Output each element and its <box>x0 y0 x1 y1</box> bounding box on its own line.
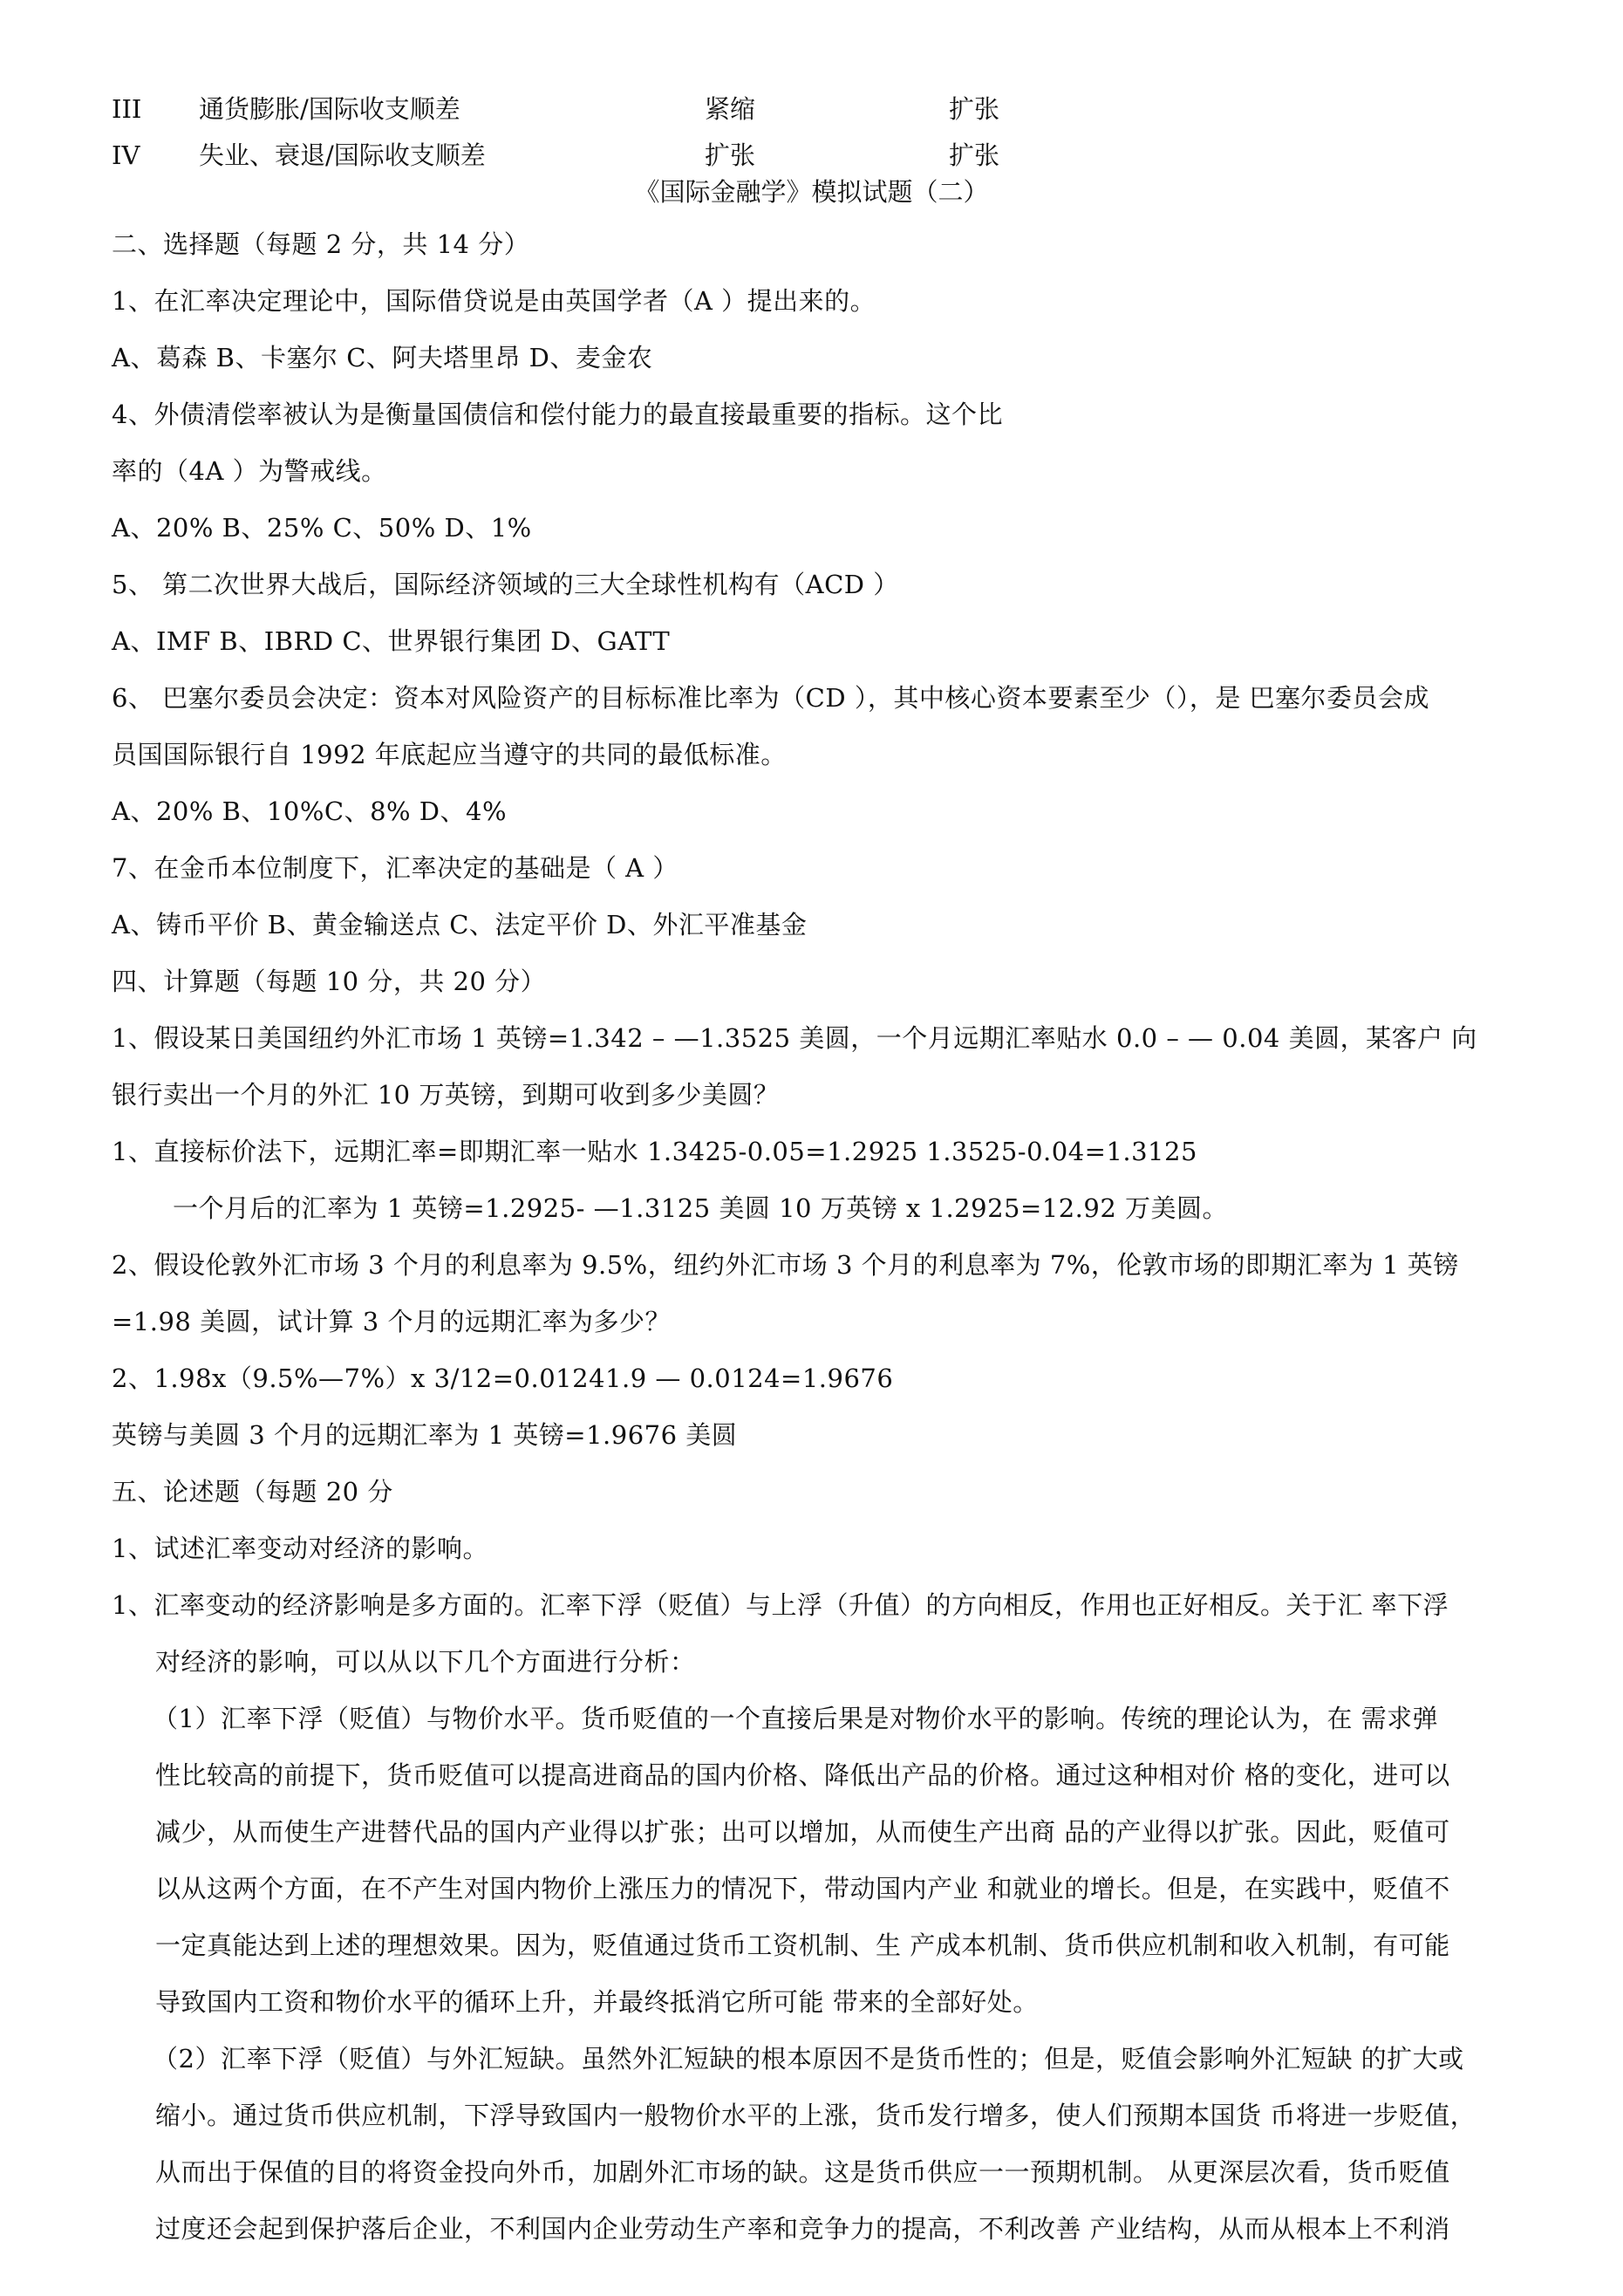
answer-text: 英镑与美圆 3 个月的远期汇率为 1 英镑=1.9676 美圆 <box>112 1420 738 1450</box>
answer-options: A、铸币平价 B、黄金输送点 C、法定平价 D、外汇平准基金 <box>112 910 808 940</box>
answer-paragraph: （1）汇率下浮（贬值）与物价水平。货币贬值的一个直接后果是对物价水平的影响。传统的理论认为，在 需求弹 <box>153 1704 1439 1733</box>
answer-paragraph: 对经济的影响，可以从以下几个方面进行分析： <box>155 1647 696 1677</box>
document-title: 《国际金融学》模拟试题（二） <box>634 177 989 207</box>
table-cell-situation: 失业、衰退/国际收支顺差 <box>199 140 486 170</box>
table-cell-code: IV <box>112 140 140 170</box>
table-cell-code: III <box>112 94 142 124</box>
section-heading: 四、计算题（每题 10 分，共 20 分） <box>112 967 547 996</box>
answer-paragraph: 减少，从而使生产进替代品的国内产业得以扩张；出可以增加，从而使生产出商 品的产业得以扩张。因此，贬值可 <box>155 1817 1450 1847</box>
question-text: 银行卖出一个月的外汇 10 万英镑，到期可收到多少美圆？ <box>112 1080 780 1110</box>
question-text: 员国国际银行自 1992 年底起应当遵守的共同的最低标准。 <box>112 740 787 769</box>
answer-paragraph: 过度还会起到保护落后企业，不利国内企业劳动生产率和竞争力的提高，不利改善 产业结构，从而从根本上不利消 <box>155 2214 1450 2244</box>
question-text: 4、外债清偿率被认为是衡量国债信和偿付能力的最直接最重要的指标。这个比 <box>112 400 1003 429</box>
section-heading: 二、选择题（每题 2 分，共 14 分） <box>112 229 530 259</box>
table-cell-policy-a: 扩张 <box>705 140 756 170</box>
table-cell-situation: 通货膨胀/国际收支顺差 <box>199 94 460 124</box>
question-text: 6、 巴塞尔委员会决定：资本对风险资产的目标标准比率为（CD ），其中核心资本要素至少（），是 巴塞尔委员会成 <box>112 683 1430 713</box>
answer-paragraph: 导致国内工资和物价水平的循环上升，并最终抵消它所可能 带来的全部好处。 <box>155 1987 1039 2017</box>
answer-options: A、IMF B、IBRD C、世界银行集团 D、GATT <box>112 626 671 656</box>
table-cell-policy-a: 紧缩 <box>705 94 756 124</box>
answer-text: 2、1.98x（9.5%—7%）x 3/12=0.01241.9 — 0.0124=1.9676 <box>112 1363 894 1393</box>
table-cell-policy-b: 扩张 <box>949 94 1000 124</box>
question-text: =1.98 美圆，试计算 3 个月的远期汇率为多少？ <box>112 1307 671 1336</box>
answer-paragraph: 一定真能达到上述的理想效果。因为，贬值通过货币工资机制、生 产成本机制、货币供应机制和收入机制，有可能 <box>155 1930 1450 1960</box>
answer-options: A、20% B、25% C、50% D、1% <box>112 513 532 543</box>
answer-paragraph: 以从这两个方面，在不产生对国内物价上涨压力的情况下，带动国内产业 和就业的增长。但是，在实践中，贬值不 <box>155 1874 1450 1903</box>
question-text: 1、假设某日美国纽约外汇市场 1 英镑=1.342 – —1.3525 美圆，一个月远期汇率贴水 0.0 – — 0.04 美圆，某客户 向 <box>112 1023 1477 1053</box>
answer-text: 1、直接标价法下，远期汇率=即期汇率一贴水 1.3425-0.05=1.2925 1.3525-0.04=1.3125 <box>112 1137 1197 1166</box>
question-text: 1、试述汇率变动对经济的影响。 <box>112 1534 488 1563</box>
answer-paragraph: 缩小。通过货币供应机制，下浮导致国内一般物价水平的上涨，货币发行增多，使人们预期本国货 币将进一步贬值， <box>155 2101 1476 2130</box>
table-cell-policy-b: 扩张 <box>949 140 1000 170</box>
question-text: 7、在金币本位制度下，汇率决定的基础是（ A ） <box>112 853 679 883</box>
question-text: 率的（4A ）为警戒线。 <box>112 456 387 486</box>
question-text: 1、在汇率决定理论中，国际借贷说是由英国学者（A ）提出来的。 <box>112 286 876 316</box>
question-text: 5、 第二次世界大战后，国际经济领域的三大全球性机构有（ACD ） <box>112 570 899 599</box>
answer-paragraph: 1、汇率变动的经济影响是多方面的。汇率下浮（贬值）与上浮（升值）的方向相反，作用也正好相反。关于汇 率下浮 <box>112 1590 1449 1620</box>
answer-paragraph: 性比较高的前提下，货币贬值可以提高进商品的国内价格、降低出产品的价格。通过这种相对价 格的变化，进可以 <box>155 1760 1450 1790</box>
question-text: 2、假设伦敦外汇市场 3 个月的利息率为 9.5%，纽约外汇市场 3 个月的利息率为 7%，伦敦市场的即期汇率为 1 英镑 <box>112 1250 1459 1280</box>
answer-text: 一个月后的汇率为 1 英镑=1.2925- —1.3125 美圆 10 万英镑 x 1.2925=12.92 万美圆。 <box>173 1193 1229 1223</box>
answer-options: A、20% B、10%C、8% D、4% <box>112 796 508 826</box>
section-heading: 五、论述题（每题 20 分 <box>112 1477 393 1507</box>
answer-paragraph: 从而出于保值的目的将资金投向外币，加剧外汇市场的缺。这是货币供应一一预期机制。 从更深层次看，货币贬值 <box>155 2157 1450 2187</box>
answer-options: A、葛森 B、卡塞尔 C、阿夫塔里昂 D、麦金农 <box>112 343 653 372</box>
answer-paragraph: （2）汇率下浮（贬值）与外汇短缺。虽然外汇短缺的根本原因不是货币性的；但是，贬值会影响外汇短缺 的扩大或 <box>153 2044 1464 2074</box>
